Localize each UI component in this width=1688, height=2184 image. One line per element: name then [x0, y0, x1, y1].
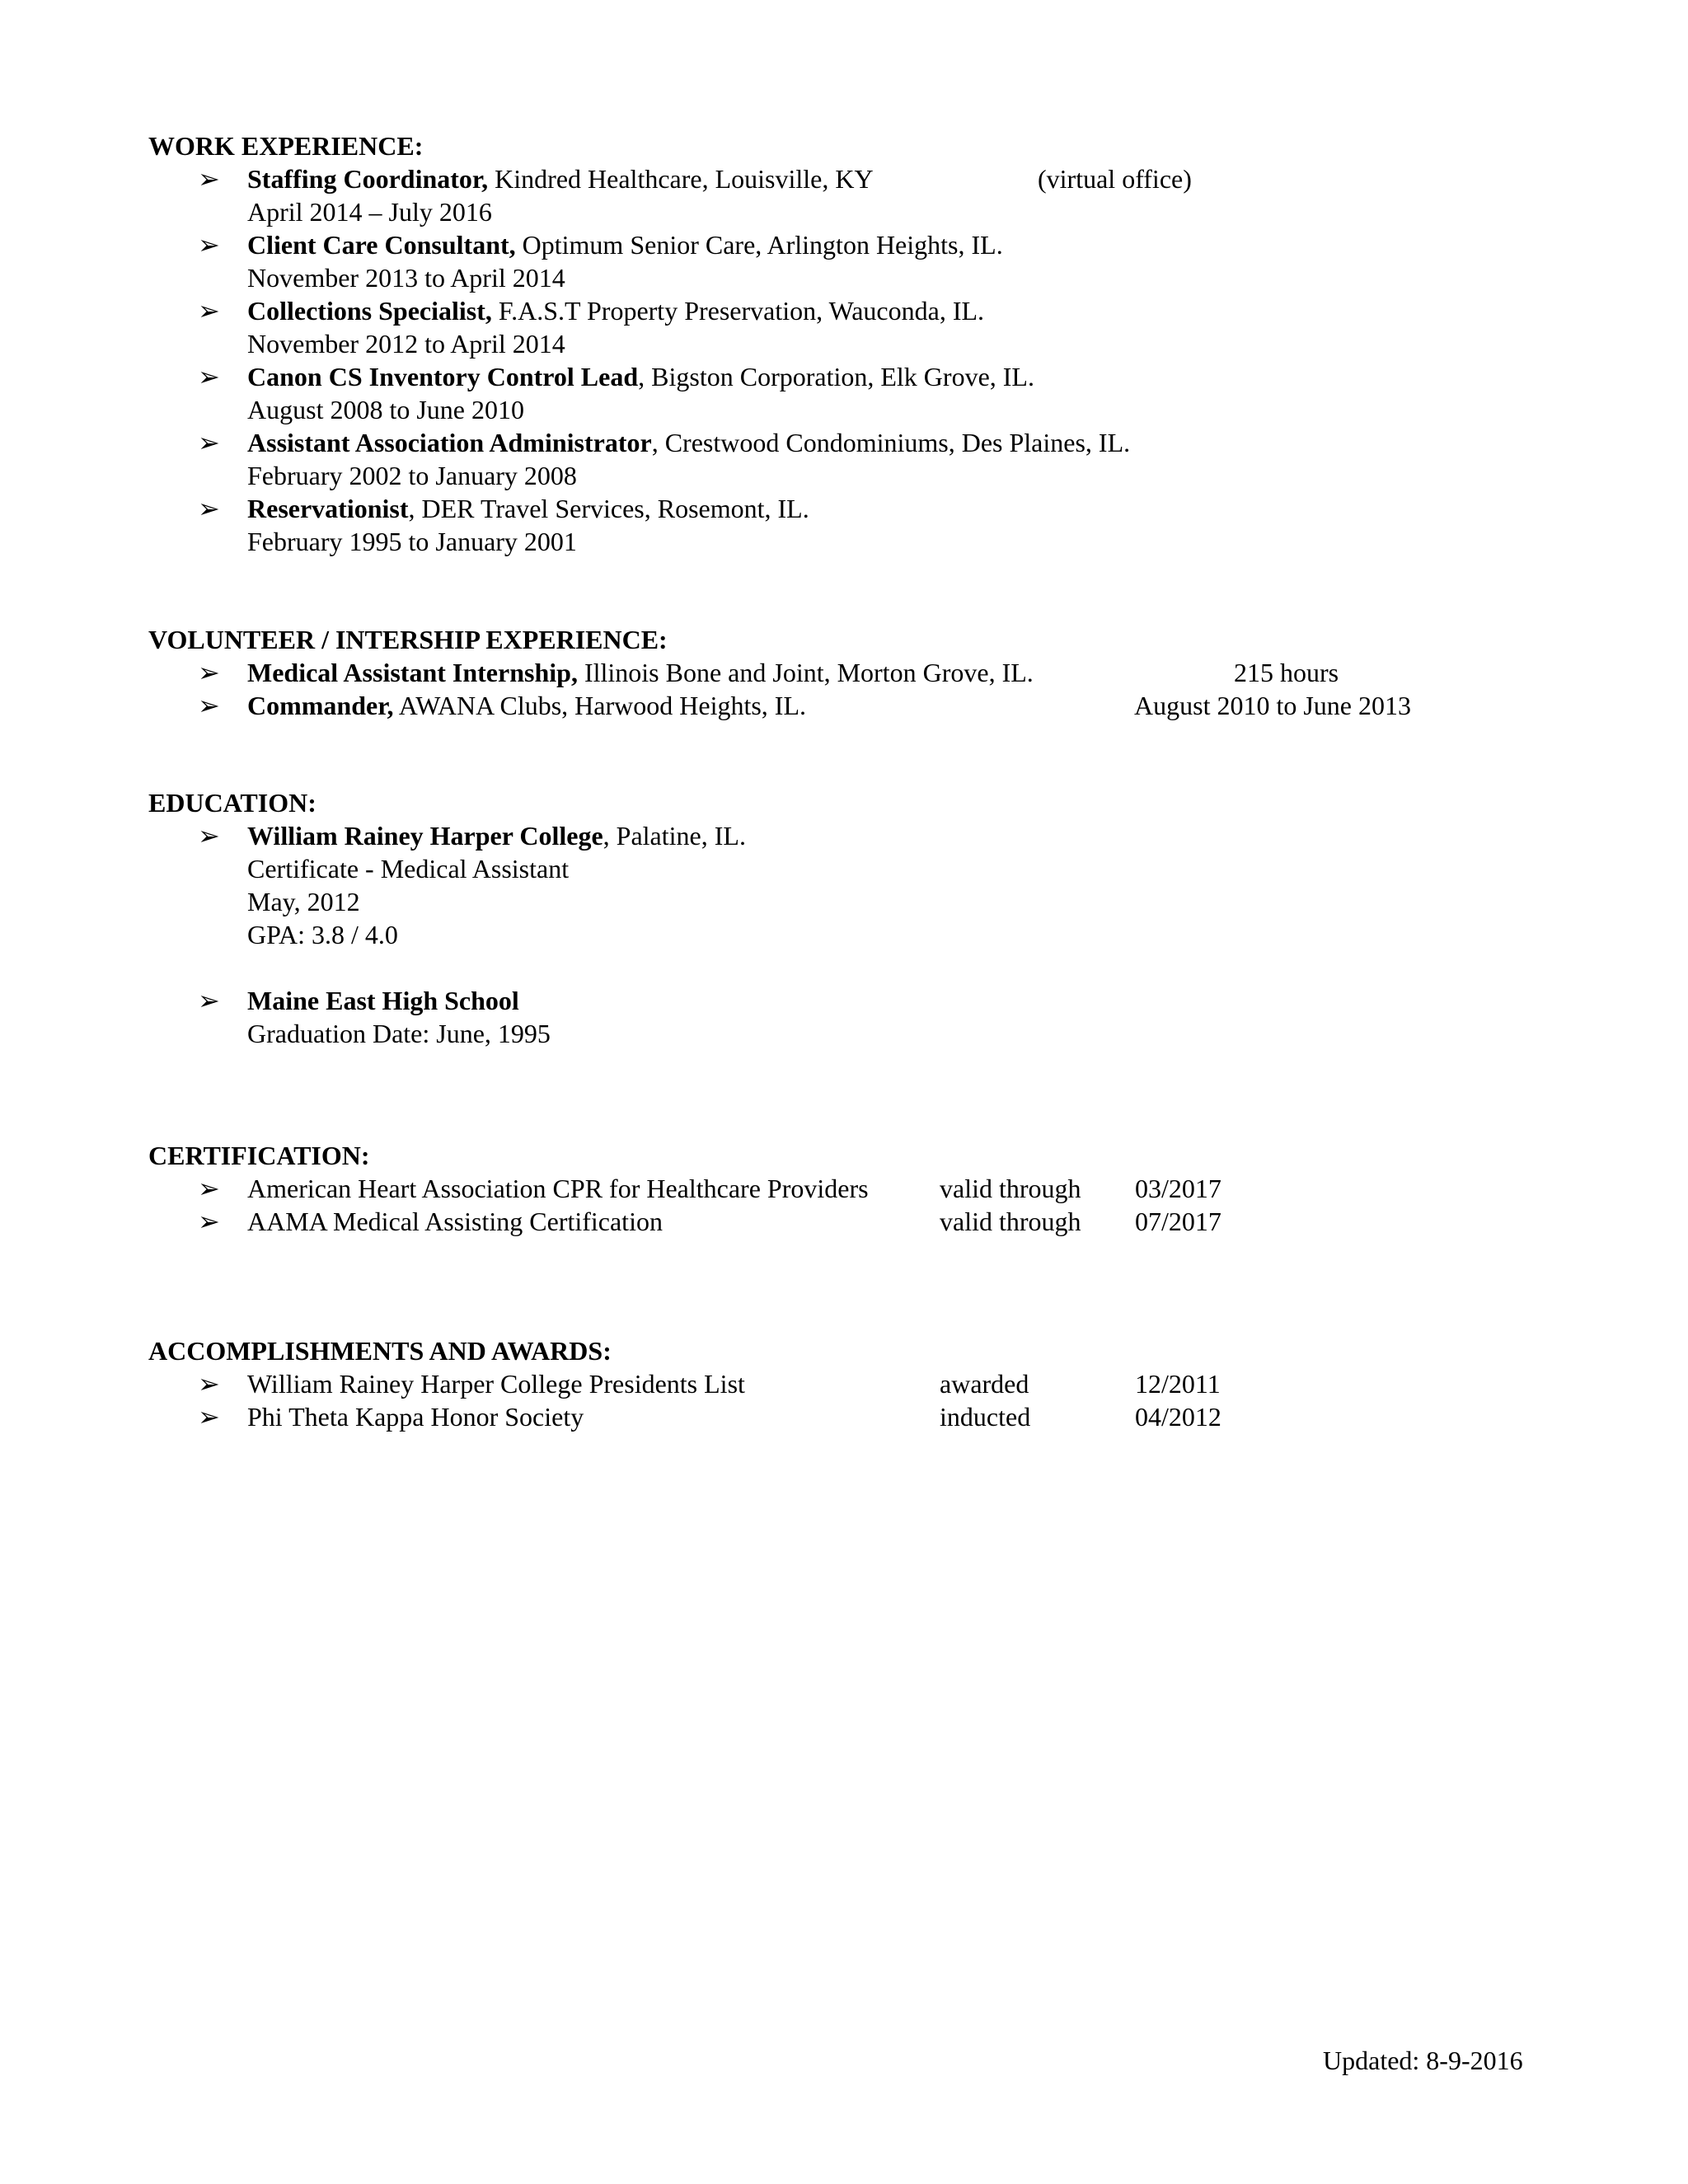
- education-section: [148, 786, 1550, 1050]
- award-status: awarded: [940, 1369, 1029, 1399]
- certification-item: [148, 1205, 1550, 1238]
- work-item: [148, 360, 1550, 426]
- job-dates: November 2013 to April 2014: [247, 263, 565, 293]
- award-item: [148, 1400, 1550, 1433]
- volunteer-dates: August 2010 to June 2013: [1134, 691, 1411, 720]
- spacer: [148, 951, 1550, 984]
- certification-item: [148, 1172, 1550, 1205]
- arrow-bullet-icon: ➢: [198, 1207, 220, 1236]
- job-title: Reservationist: [247, 494, 409, 523]
- volunteer-list: [148, 656, 1550, 722]
- school-name: Maine East High School: [247, 986, 519, 1015]
- work-item: [148, 228, 1550, 294]
- arrow-bullet-icon: ➢: [198, 1174, 220, 1203]
- arrow-bullet-icon: ➢: [198, 230, 220, 260]
- job-title: Assistant Association Administrator: [247, 428, 652, 457]
- volunteer-org: Illinois Bone and Joint, Morton Grove, IL.: [577, 658, 1034, 687]
- education-detail: Graduation Date: June, 1995: [247, 1019, 551, 1048]
- award-name: Phi Theta Kappa Honor Society: [247, 1402, 584, 1432]
- job-employer: Optimum Senior Care, Arlington Heights, IL.: [515, 230, 1003, 260]
- job-dates: February 1995 to January 2001: [247, 527, 577, 556]
- education-detail: Certificate - Medical Assistant: [247, 854, 570, 883]
- arrow-bullet-icon: ➢: [198, 1369, 220, 1399]
- job-title: Staffing Coordinator,: [247, 164, 489, 194]
- arrow-bullet-icon: ➢: [198, 691, 220, 720]
- education-detail: May, 2012: [247, 887, 360, 916]
- volunteer-title: Medical Assistant Internship,: [247, 658, 578, 687]
- education-item: [148, 984, 1550, 1050]
- work-item: [148, 294, 1550, 360]
- job-title: Canon CS Inventory Control Lead: [247, 362, 639, 391]
- work-experience-list: [148, 162, 1550, 558]
- education-list: [148, 819, 1550, 1050]
- education-heading: EDUCATION:: [148, 788, 316, 818]
- education-detail: GPA: 3.8 / 4.0: [247, 920, 398, 949]
- award-date: 04/2012: [1135, 1402, 1221, 1432]
- certification-section: [148, 1139, 1550, 1238]
- arrow-bullet-icon: ➢: [198, 362, 220, 391]
- arrow-bullet-icon: ➢: [198, 296, 220, 326]
- arrow-bullet-icon: ➢: [198, 164, 220, 194]
- work-item: [148, 426, 1550, 492]
- job-note: (virtual office): [1038, 164, 1192, 194]
- job-dates: April 2014 – July 2016: [247, 197, 492, 227]
- certification-name: AAMA Medical Assisting Certification: [247, 1207, 663, 1236]
- arrow-bullet-icon: ➢: [198, 821, 220, 851]
- job-title: Collections Specialist,: [247, 296, 492, 326]
- volunteer-hours: 215 hours: [1234, 658, 1339, 687]
- work-item: [148, 492, 1550, 558]
- job-employer: Kindred Healthcare, Louisville, KY: [488, 164, 874, 194]
- arrow-bullet-icon: ➢: [198, 658, 220, 687]
- job-dates: November 2012 to April 2014: [247, 329, 565, 359]
- volunteer-item: [148, 656, 1550, 689]
- certification-date: 07/2017: [1135, 1207, 1221, 1236]
- work-item: [148, 162, 1550, 228]
- certification-date: 03/2017: [1135, 1174, 1221, 1203]
- award-name: William Rainey Harper College Presidents List: [247, 1369, 745, 1399]
- job-title: Client Care Consultant,: [247, 230, 516, 260]
- volunteer-item: [148, 689, 1550, 722]
- arrow-bullet-icon: ➢: [198, 986, 220, 1015]
- awards-list: [148, 1367, 1550, 1433]
- updated-date: Updated: 8-9-2016: [1323, 2046, 1523, 2075]
- award-item: [148, 1367, 1550, 1400]
- volunteer-heading: VOLUNTEER / INTERSHIP EXPERIENCE:: [148, 625, 668, 654]
- certification-status: valid through: [940, 1174, 1081, 1203]
- school-name: William Rainey Harper College: [247, 821, 603, 851]
- work-experience-section: [148, 129, 1550, 558]
- arrow-bullet-icon: ➢: [198, 1402, 220, 1432]
- certification-list: [148, 1172, 1550, 1238]
- work-experience-heading: WORK EXPERIENCE:: [148, 131, 424, 161]
- certification-heading: CERTIFICATION:: [148, 1141, 370, 1170]
- job-employer: F.A.S.T Property Preservation, Wauconda, IL.: [491, 296, 985, 326]
- school-location: , Palatine, IL.: [603, 821, 746, 851]
- job-employer: , DER Travel Services, Rosemont, IL.: [408, 494, 809, 523]
- job-employer: , Bigston Corporation, Elk Grove, IL.: [638, 362, 1034, 391]
- volunteer-org: AWANA Clubs, Harwood Heights, IL.: [393, 691, 806, 720]
- volunteer-section: [148, 623, 1550, 722]
- job-dates: August 2008 to June 2010: [247, 395, 524, 424]
- education-item: [148, 819, 1550, 951]
- arrow-bullet-icon: ➢: [198, 428, 220, 457]
- arrow-bullet-icon: ➢: [198, 494, 220, 523]
- certification-name: American Heart Association CPR for Healthcare Providers: [247, 1174, 869, 1203]
- awards-section: [148, 1334, 1550, 1433]
- certification-status: valid through: [940, 1207, 1081, 1236]
- award-status: inducted: [940, 1402, 1031, 1432]
- award-date: 12/2011: [1135, 1369, 1221, 1399]
- job-employer: , Crestwood Condominiums, Des Plaines, IL.: [651, 428, 1131, 457]
- volunteer-title: Commander,: [247, 691, 394, 720]
- job-dates: February 2002 to January 2008: [247, 461, 577, 490]
- awards-heading: ACCOMPLISHMENTS AND AWARDS:: [148, 1336, 612, 1366]
